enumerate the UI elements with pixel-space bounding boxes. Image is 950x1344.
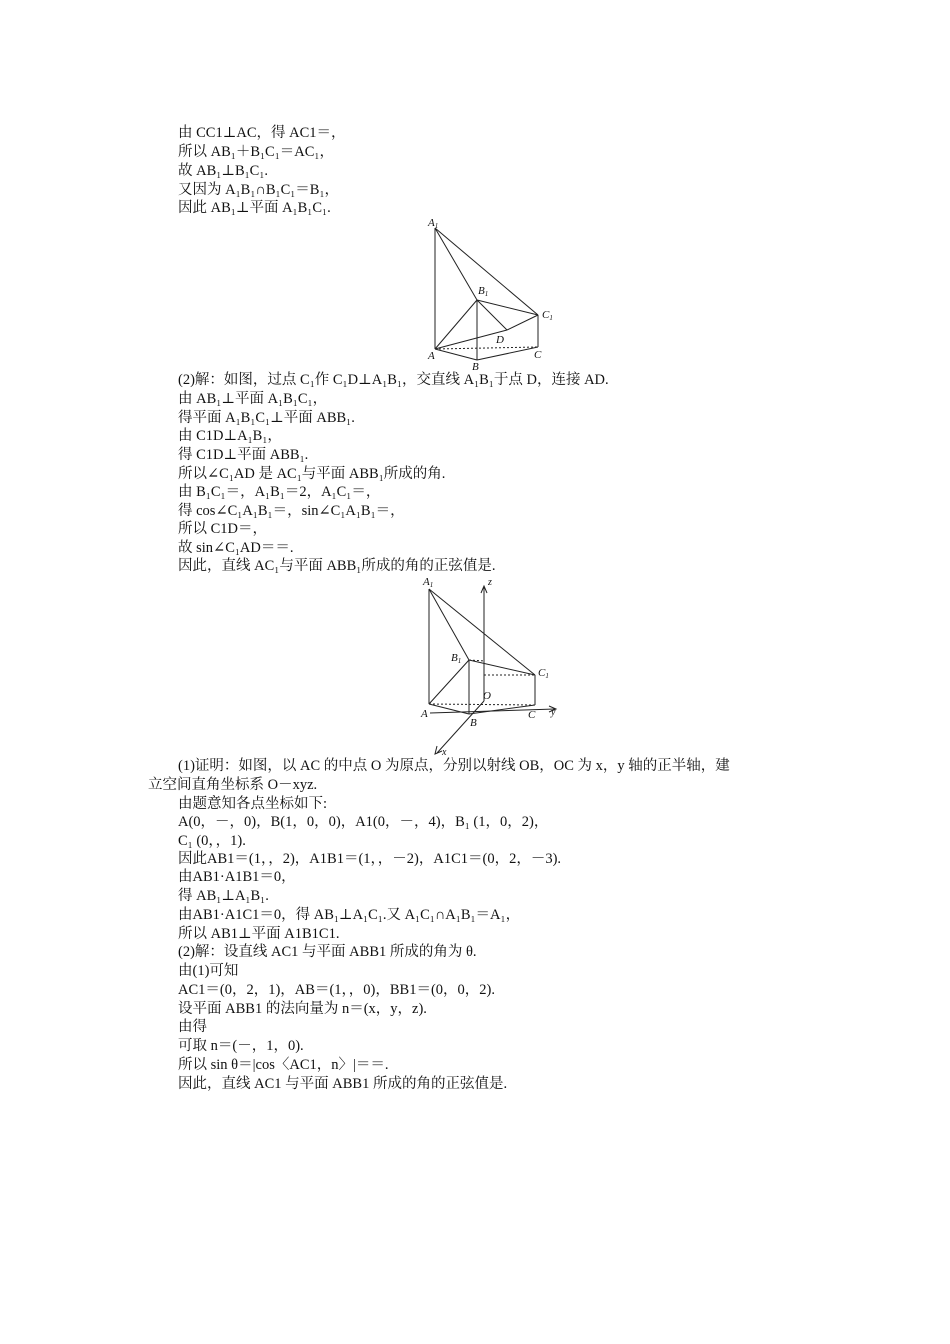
edge-B1-D [477, 300, 507, 330]
text-line: 由 C1D⊥A₁B₁， [178, 428, 282, 444]
text-line: 因此AB1＝(1，，2)，A1B1＝(1，，－2)，A1C1＝(0，2，－3). [178, 851, 562, 867]
text-line: 得 cos∠C₁A₁B₁＝，sin∠C₁A₁B₁＝， [178, 503, 405, 519]
label-D: D [496, 334, 504, 346]
text-line: 由 AB₁⊥平面 A₁B₁C₁， [178, 391, 328, 407]
text-line: 由(1)可知 [178, 963, 239, 979]
edge-A-C [435, 347, 538, 349]
text-line: 由题意知各点坐标如下: [178, 796, 328, 812]
axis-x-arrow [435, 746, 442, 754]
text-line: 因此，直线 AC1 与平面 ABB1 所成的角的正弦值是. [178, 1076, 508, 1092]
text-line: A(0，－，0)，B(1，0，0)，A1(0，－，4)，B₁ (1，0，2)， [178, 814, 549, 830]
text-line: AC1＝(0，2，1)，AB＝(1，，0)，BB1＝(0，0，2). [178, 982, 495, 998]
label-A1: A1 [428, 217, 439, 230]
label-y: y [551, 707, 556, 718]
label-z: z [488, 577, 492, 588]
text-line: 所以 sin θ＝|cos〈AC1，n〉|＝＝. [178, 1057, 389, 1073]
text-line: 所以 C1D＝， [178, 521, 268, 537]
label-A1: A1 [423, 576, 434, 589]
label-C: C [528, 709, 536, 721]
label-B: B [470, 717, 477, 729]
label-B1: B1 [451, 652, 462, 665]
label-C: C [534, 349, 542, 361]
label-B1: B1 [478, 285, 489, 298]
text-line: 又因为 A₁B₁∩B₁C₁＝B₁， [178, 182, 340, 198]
edge-A-B1 [435, 300, 477, 349]
text-line: 由得 [178, 1019, 207, 1035]
label-O: O [483, 690, 491, 702]
edge-B-C [477, 347, 538, 360]
edge-A-C [429, 704, 535, 705]
text-line: 因此，直线 AC₁与平面 ABB₁所成的角的正弦值是. [178, 558, 496, 574]
text-line: 由 B₁C₁＝，A₁B₁＝2，A₁C₁＝， [178, 484, 381, 500]
axis-x [437, 701, 484, 753]
text-line: 由AB1·A1C1＝0，得 AB₁⊥A₁C₁.又 A₁C₁∩A₁B₁＝A₁， [178, 907, 521, 923]
text-line: 故 AB₁⊥B₁C₁. [178, 163, 269, 179]
prism-figure-1 [420, 212, 570, 372]
text-line: 由 CC1⊥AC，得 AC1＝， [178, 125, 346, 141]
text-line: 所以 AB₁＋B₁C₁＝AC₁， [178, 144, 334, 160]
label-C1: C1 [542, 309, 553, 322]
text-line: C₁ (0，，1). [178, 833, 246, 849]
text-line: (2)解：如图，过点 C₁作 C₁D⊥A₁B₁，交直线 A₁B₁于点 D，连接 AD. [178, 372, 609, 388]
coordinate-prism-figure-2 [415, 573, 575, 758]
text-line: 设平面 ABB1 的法向量为 n＝(x，y，z). [178, 1001, 427, 1017]
edge-A1-C1 [429, 589, 535, 675]
text-line: (2)解：设直线 AC1 与平面 ABB1 所成的角为 θ. [178, 944, 477, 960]
edge-A-B1 [429, 660, 469, 704]
label-C1: C1 [538, 667, 549, 680]
text-line: 故 sin∠C₁AD＝＝. [178, 540, 294, 556]
edge-D-C1 [507, 315, 538, 330]
text-line: 得平面 A₁B₁C₁⊥平面 ABB₁. [178, 410, 355, 426]
edge-A1-B1 [429, 589, 469, 660]
label-x: x [442, 747, 447, 758]
text-line: 由AB1·A1B1＝0， [178, 869, 296, 885]
text-line: 得 C1D⊥平面 ABB₁. [178, 447, 309, 463]
text-line: 所以 AB1⊥平面 A1B1C1. [178, 926, 340, 942]
label-A: A [421, 708, 428, 720]
text-line: 立空间直角坐标系 O－xyz. [148, 777, 318, 793]
label-B: B [472, 361, 479, 372]
text-line: 得 AB₁⊥A₁B₁. [178, 888, 269, 904]
text-line: 所以∠C₁AD 是 AC₁与平面 ABB₁所成的角. [178, 466, 446, 482]
text-line: 因此 AB₁⊥平面 A₁B₁C₁. [178, 200, 331, 216]
text-line: (1)证明：如图，以 AC 的中点 O 为原点，分别以射线 OB，OC 为 x，y 轴的正半轴，建 [178, 758, 730, 774]
edge-A1-B1 [435, 228, 477, 300]
label-A: A [428, 350, 435, 362]
text-line: 可取 n＝(－，1，0). [178, 1038, 304, 1054]
edge-A-B [435, 349, 477, 360]
